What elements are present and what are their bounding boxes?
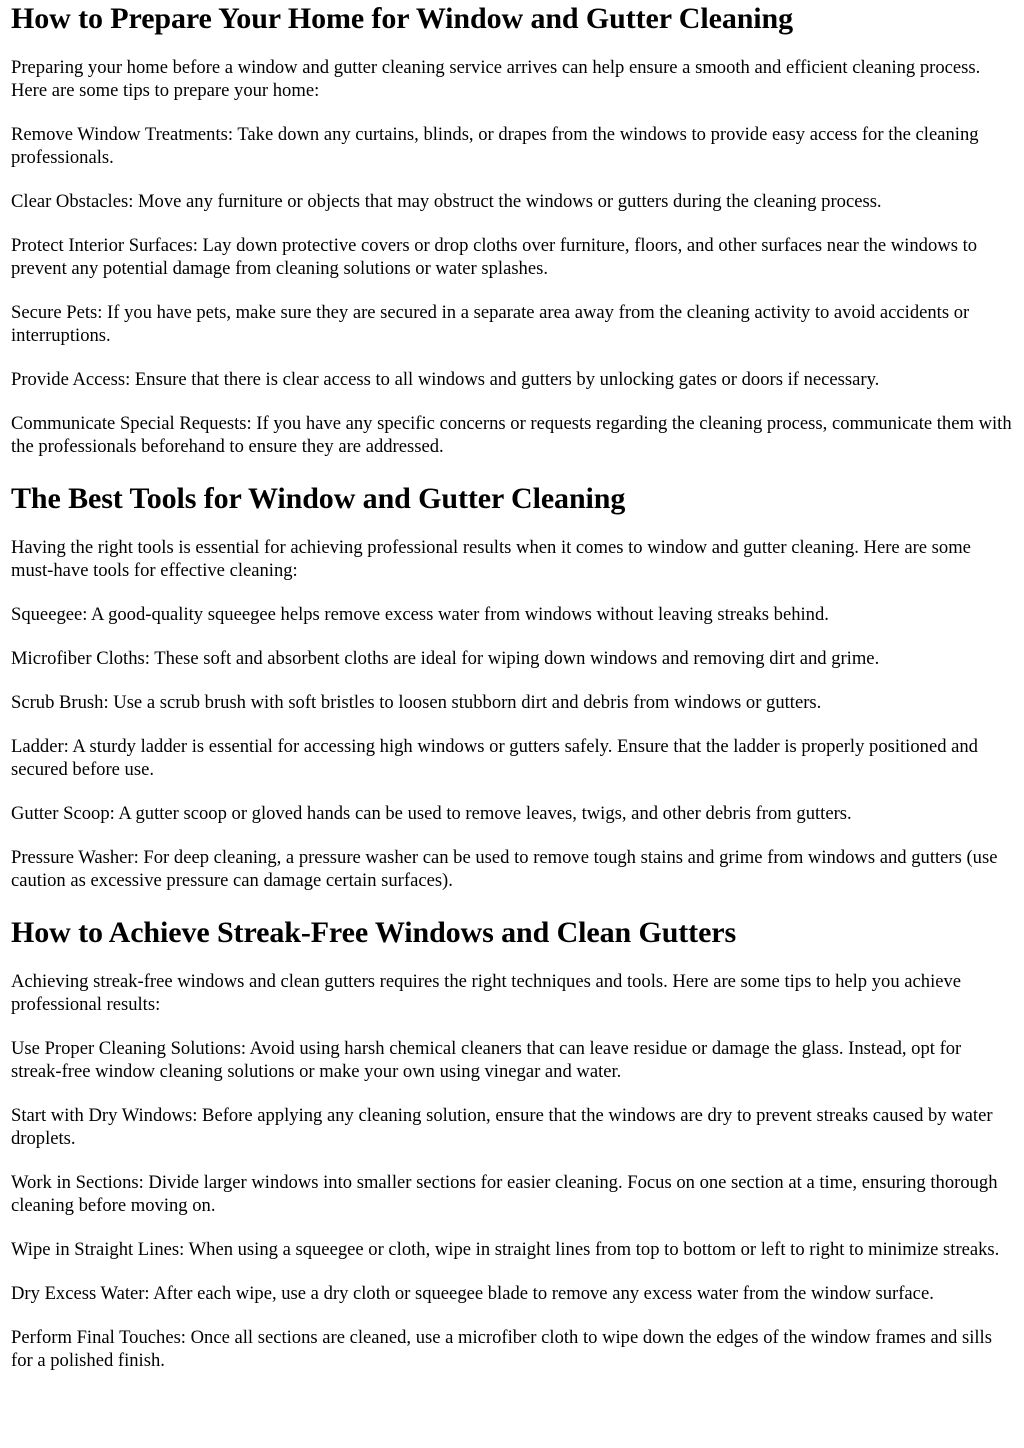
section-heading: The Best Tools for Window and Gutter Cleaning bbox=[11, 482, 626, 515]
paragraph: Pressure Washer: For deep cleaning, a pressure washer can be used to remove tough stains and grime from windows and gutters (use caution as excessive pressure can damage certain surfaces). bbox=[11, 847, 998, 891]
section-heading: How to Achieve Streak-Free Windows and Clean Gutters bbox=[11, 916, 737, 949]
paragraph: Squeegee: A good-quality squeegee helps remove excess water from windows without leaving streaks behind. bbox=[11, 604, 829, 625]
paragraph: Clear Obstacles: Move any furniture or objects that may obstruct the windows or gutters during the cleaning process. bbox=[11, 191, 882, 212]
paragraph: Perform Final Touches: Once all sections are cleaned, use a microfiber cloth to wipe down the edges of the window frames and sills for a polished finish. bbox=[11, 1327, 992, 1371]
paragraph: Protect Interior Surfaces: Lay down protective covers or drop cloths over furniture, floors, and other surfaces near the windows to prevent any potential damage from cleaning solutions or water splashes. bbox=[11, 235, 978, 279]
paragraph: Gutter Scoop: A gutter scoop or gloved hands can be used to remove leaves, twigs, and other debris from gutters. bbox=[11, 803, 852, 824]
paragraph: Work in Sections: Divide larger windows into smaller sections for easier cleaning. Focus on one section at a time, ensuring thorough cleaning before moving on. bbox=[11, 1172, 998, 1216]
section-best-tools bbox=[11, 482, 1014, 892]
section-streak-free bbox=[11, 916, 1014, 1372]
paragraph: Microfiber Cloths: These soft and absorbent cloths are ideal for wiping down windows and removing dirt and grime. bbox=[11, 648, 880, 669]
paragraph: Provide Access: Ensure that there is clear access to all windows and gutters by unlocking gates or doors if necessary. bbox=[11, 369, 880, 390]
paragraph: Use Proper Cleaning Solutions: Avoid using harsh chemical cleaners that can leave residue or damage the glass. Instead, opt for streak-free window cleaning solutions or make your own using vinegar and water. bbox=[11, 1038, 962, 1082]
paragraph: Secure Pets: If you have pets, make sure they are secured in a separate area away from the cleaning activity to avoid accidents or interruptions. bbox=[11, 302, 970, 346]
paragraph: Communicate Special Requests: If you have any specific concerns or requests regarding the cleaning process, communicate them with the professionals beforehand to ensure they are addressed. bbox=[11, 413, 1012, 457]
paragraph: Preparing your home before a window and gutter cleaning service arrives can help ensure a smooth and efficient cleaning process. Here are some tips to prepare your home: bbox=[11, 57, 981, 101]
paragraph: Remove Window Treatments: Take down any curtains, blinds, or drapes from the windows to provide easy access for the cleaning professionals. bbox=[11, 124, 979, 168]
paragraph: Having the right tools is essential for achieving professional results when it comes to window and gutter cleaning. Here are some must-have tools for effective cleaning: bbox=[11, 537, 971, 581]
section-heading: How to Prepare Your Home for Window and Gutter Cleaning bbox=[11, 2, 794, 35]
paragraph: Wipe in Straight Lines: When using a squeegee or cloth, wipe in straight lines from top to bottom or left to right to minimize streaks. bbox=[11, 1239, 1000, 1260]
section-prepare-home bbox=[11, 0, 1014, 458]
paragraph: Achieving streak-free windows and clean gutters requires the right techniques and tools. Here are some tips to help you achieve professional results: bbox=[11, 971, 962, 1015]
paragraph: Start with Dry Windows: Before applying any cleaning solution, ensure that the windows are dry to prevent streaks caused by water droplets. bbox=[11, 1105, 993, 1149]
paragraph: Dry Excess Water: After each wipe, use a dry cloth or squeegee blade to remove any excess water from the window surface. bbox=[11, 1283, 934, 1304]
paragraph: Ladder: A sturdy ladder is essential for accessing high windows or gutters safely. Ensure that the ladder is properly positioned and secured before use. bbox=[11, 736, 978, 780]
paragraph: Scrub Brush: Use a scrub brush with soft bristles to loosen stubborn dirt and debris from windows or gutters. bbox=[11, 692, 822, 713]
